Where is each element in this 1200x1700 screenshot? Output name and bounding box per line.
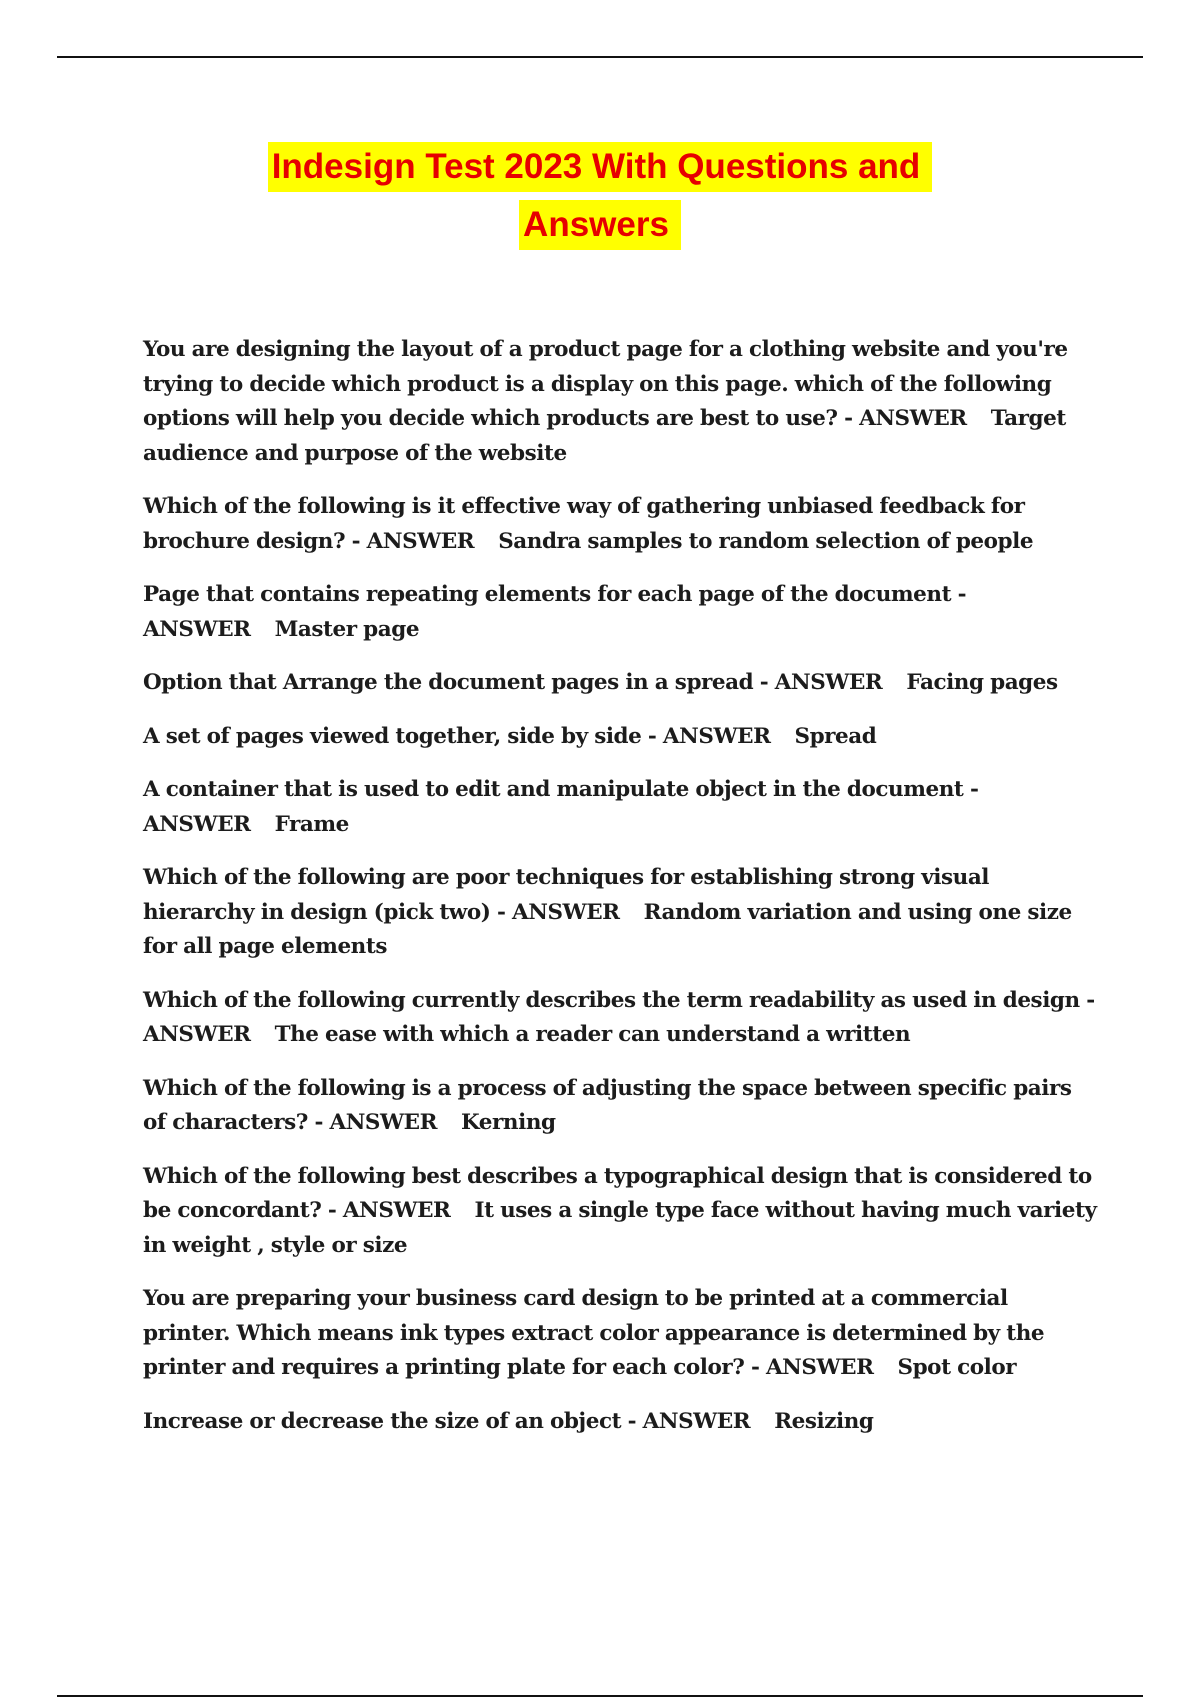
question-text: Which of the following is a process of adjusting the space between specific pairs of characters? (143, 1075, 1072, 1135)
answer-label: - ANSWER (143, 777, 979, 837)
qa-item (143, 1405, 1098, 1440)
answer-text: It uses a single type face without having much variety in weight , style or size (143, 1198, 1097, 1258)
answer-label: - ANSWER (314, 1110, 438, 1135)
qa-list (143, 333, 1098, 1458)
answer-text: Spot color (897, 1355, 1017, 1380)
qa-item (143, 490, 1098, 559)
answer-label: - ANSWER (351, 528, 475, 554)
answer-label: - ANSWER (759, 670, 883, 695)
title-line-1: Indesign Test 2023 With Questions and (268, 142, 933, 192)
answer-text: Random variation and using one size for all page elements (143, 899, 1072, 959)
qa-item (143, 1072, 1098, 1141)
question-text: Which of the following currently describes the term readability as used in design (143, 987, 1080, 1013)
answer-text: Target audience and purpose of the website (143, 406, 1066, 466)
answer-text: Spread (794, 723, 877, 749)
answer-label: - ANSWER (143, 582, 967, 642)
question-text: A container that is used to edit and manipulate object in the document (143, 777, 964, 802)
question-text: You are preparing your business card design to be printed at a commercial printer. Which means ink types extract color appearance is determined by the printer and requires a printing plate for each color? (143, 1286, 1045, 1380)
question-text: Which of the following are poor techniques for establishing strong visual hierarchy in design (pick two) (143, 865, 990, 925)
answer-text: Frame (274, 811, 349, 837)
qa-item (143, 984, 1098, 1053)
answer-text: Kerning (461, 1110, 556, 1135)
question-text: Page that contains repeating elements for each page of the document (143, 582, 952, 607)
answer-label: - ANSWER (627, 1408, 751, 1434)
answer-label: - ANSWER (844, 406, 967, 431)
top-rule (57, 56, 1143, 58)
question-text: Increase or decrease the size of an object (143, 1408, 622, 1434)
qa-item (143, 1160, 1098, 1264)
qa-item (143, 861, 1098, 965)
answer-text: Facing pages (906, 670, 1058, 695)
question-text: You are designing the layout of a product page for a clothing website and you're trying to decide which product is a display on this page. which of the following options will help you decide which products are best to use? (143, 337, 1068, 431)
question-text: Option that Arrange the document pages in a spread (143, 670, 754, 695)
qa-item (143, 720, 1098, 755)
qa-item (143, 666, 1098, 701)
qa-item (143, 1282, 1098, 1386)
answer-text: Master page (274, 616, 420, 642)
question-text: Which of the following is it effective way of gathering unbiased feedback for brochure design? (143, 494, 1025, 554)
answer-text: Resizing (774, 1408, 874, 1434)
answer-label: - ANSWER (497, 899, 620, 925)
title-line-2: Answers (519, 200, 681, 250)
answer-label: - ANSWER (750, 1355, 874, 1380)
qa-item (143, 333, 1098, 471)
answer-label: - ANSWER (327, 1198, 451, 1223)
qa-item (143, 773, 1098, 842)
qa-item (143, 578, 1098, 647)
bottom-rule (57, 1695, 1143, 1697)
answer-text: The ease with which a reader can understand a written (274, 1022, 911, 1047)
question-text: Which of the following best describes a typographical design that is considered to be concordant? (143, 1163, 1092, 1223)
answer-text: Sandra samples to random selection of people (498, 528, 1034, 554)
answer-label: - ANSWER (647, 723, 771, 749)
answer-label: - ANSWER (143, 987, 1095, 1047)
question-text: A set of pages viewed together, side by side (143, 723, 642, 749)
document-title (0, 142, 1200, 258)
